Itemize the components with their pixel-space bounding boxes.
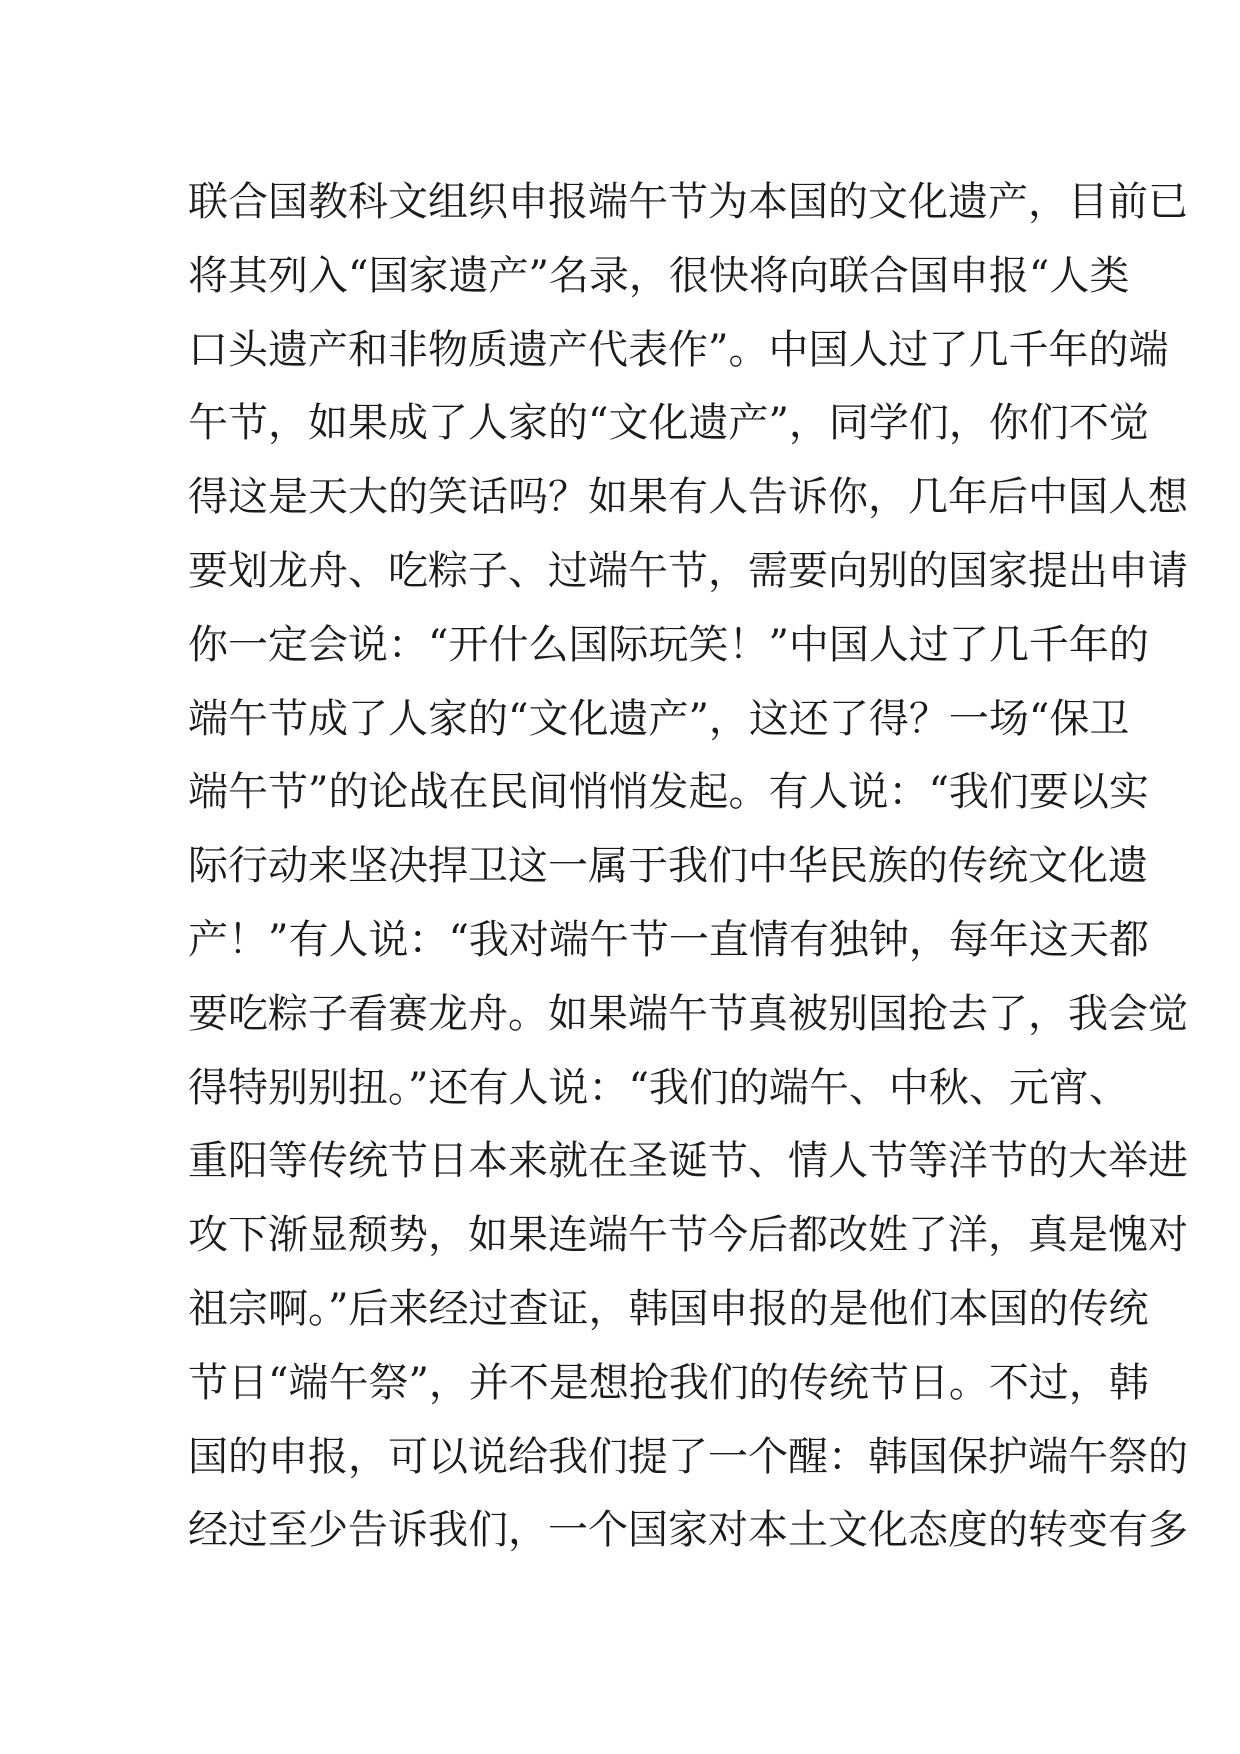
text-line: 得这是天大的笑话吗？如果有人告诉你，几年后中国人想	[188, 474, 1188, 521]
text-line: 得特别别扭。”还有人说：“我们的端午、中秋、元宵、	[188, 1064, 1129, 1111]
text-line: 攻下渐显颓势，如果连端午节今后都改姓了洋，真是愧对	[188, 1212, 1188, 1259]
text-line: 经过至少告诉我们，一个国家对本土文化态度的转变有多	[188, 1507, 1188, 1554]
text-line: 要划龙舟、吃粽子、过端午节，需要向别的国家提出申请	[188, 547, 1188, 594]
text-line: 祖宗啊。”后来经过查证，韩国申报的是他们本国的传统	[188, 1285, 1149, 1332]
text-line: 国的申报，可以说给我们提了一个醒：韩国保护端午祭的	[188, 1433, 1188, 1480]
text-line: 端午节成了人家的“文化遗产”，这还了得？一场“保卫	[188, 695, 1130, 742]
text-line: 联合国教科文组织申报端午节为本国的文化遗产，目前已	[188, 179, 1188, 225]
text-line: 将其列入“国家遗产”名录，很快将向联合国申报“人类	[188, 252, 1130, 299]
text-line: 际行动来坚决捍卫这一属于我们中华民族的传统文化遗	[188, 843, 1148, 890]
text-line: 口头遗产和非物质遗产代表作”。中国人过了几千年的端	[188, 326, 1169, 373]
text-line: 午节，如果成了人家的“文化遗产”，同学们，你们不觉	[188, 400, 1149, 447]
body-text	[188, 172, 1188, 1574]
text-line: 重阳等传统节日本来就在圣诞节、情人节等洋节的大举进	[188, 1138, 1188, 1185]
text-line: 产！”有人说：“我对端午节一直情有独钟，每年这天都	[188, 916, 1149, 963]
text-line: 要吃粽子看赛龙舟。如果端午节真被别国抢去了，我会觉	[188, 990, 1188, 1037]
text-line: 你一定会说：“开什么国际玩笑！”中国人过了几千年的	[188, 621, 1149, 668]
text-line: 节日“端午祭”，并不是想抢我们的传统节日。不过，韩	[188, 1359, 1149, 1406]
text-line: 端午节”的论战在民间悄悄发起。有人说：“我们要以实	[188, 769, 1149, 816]
